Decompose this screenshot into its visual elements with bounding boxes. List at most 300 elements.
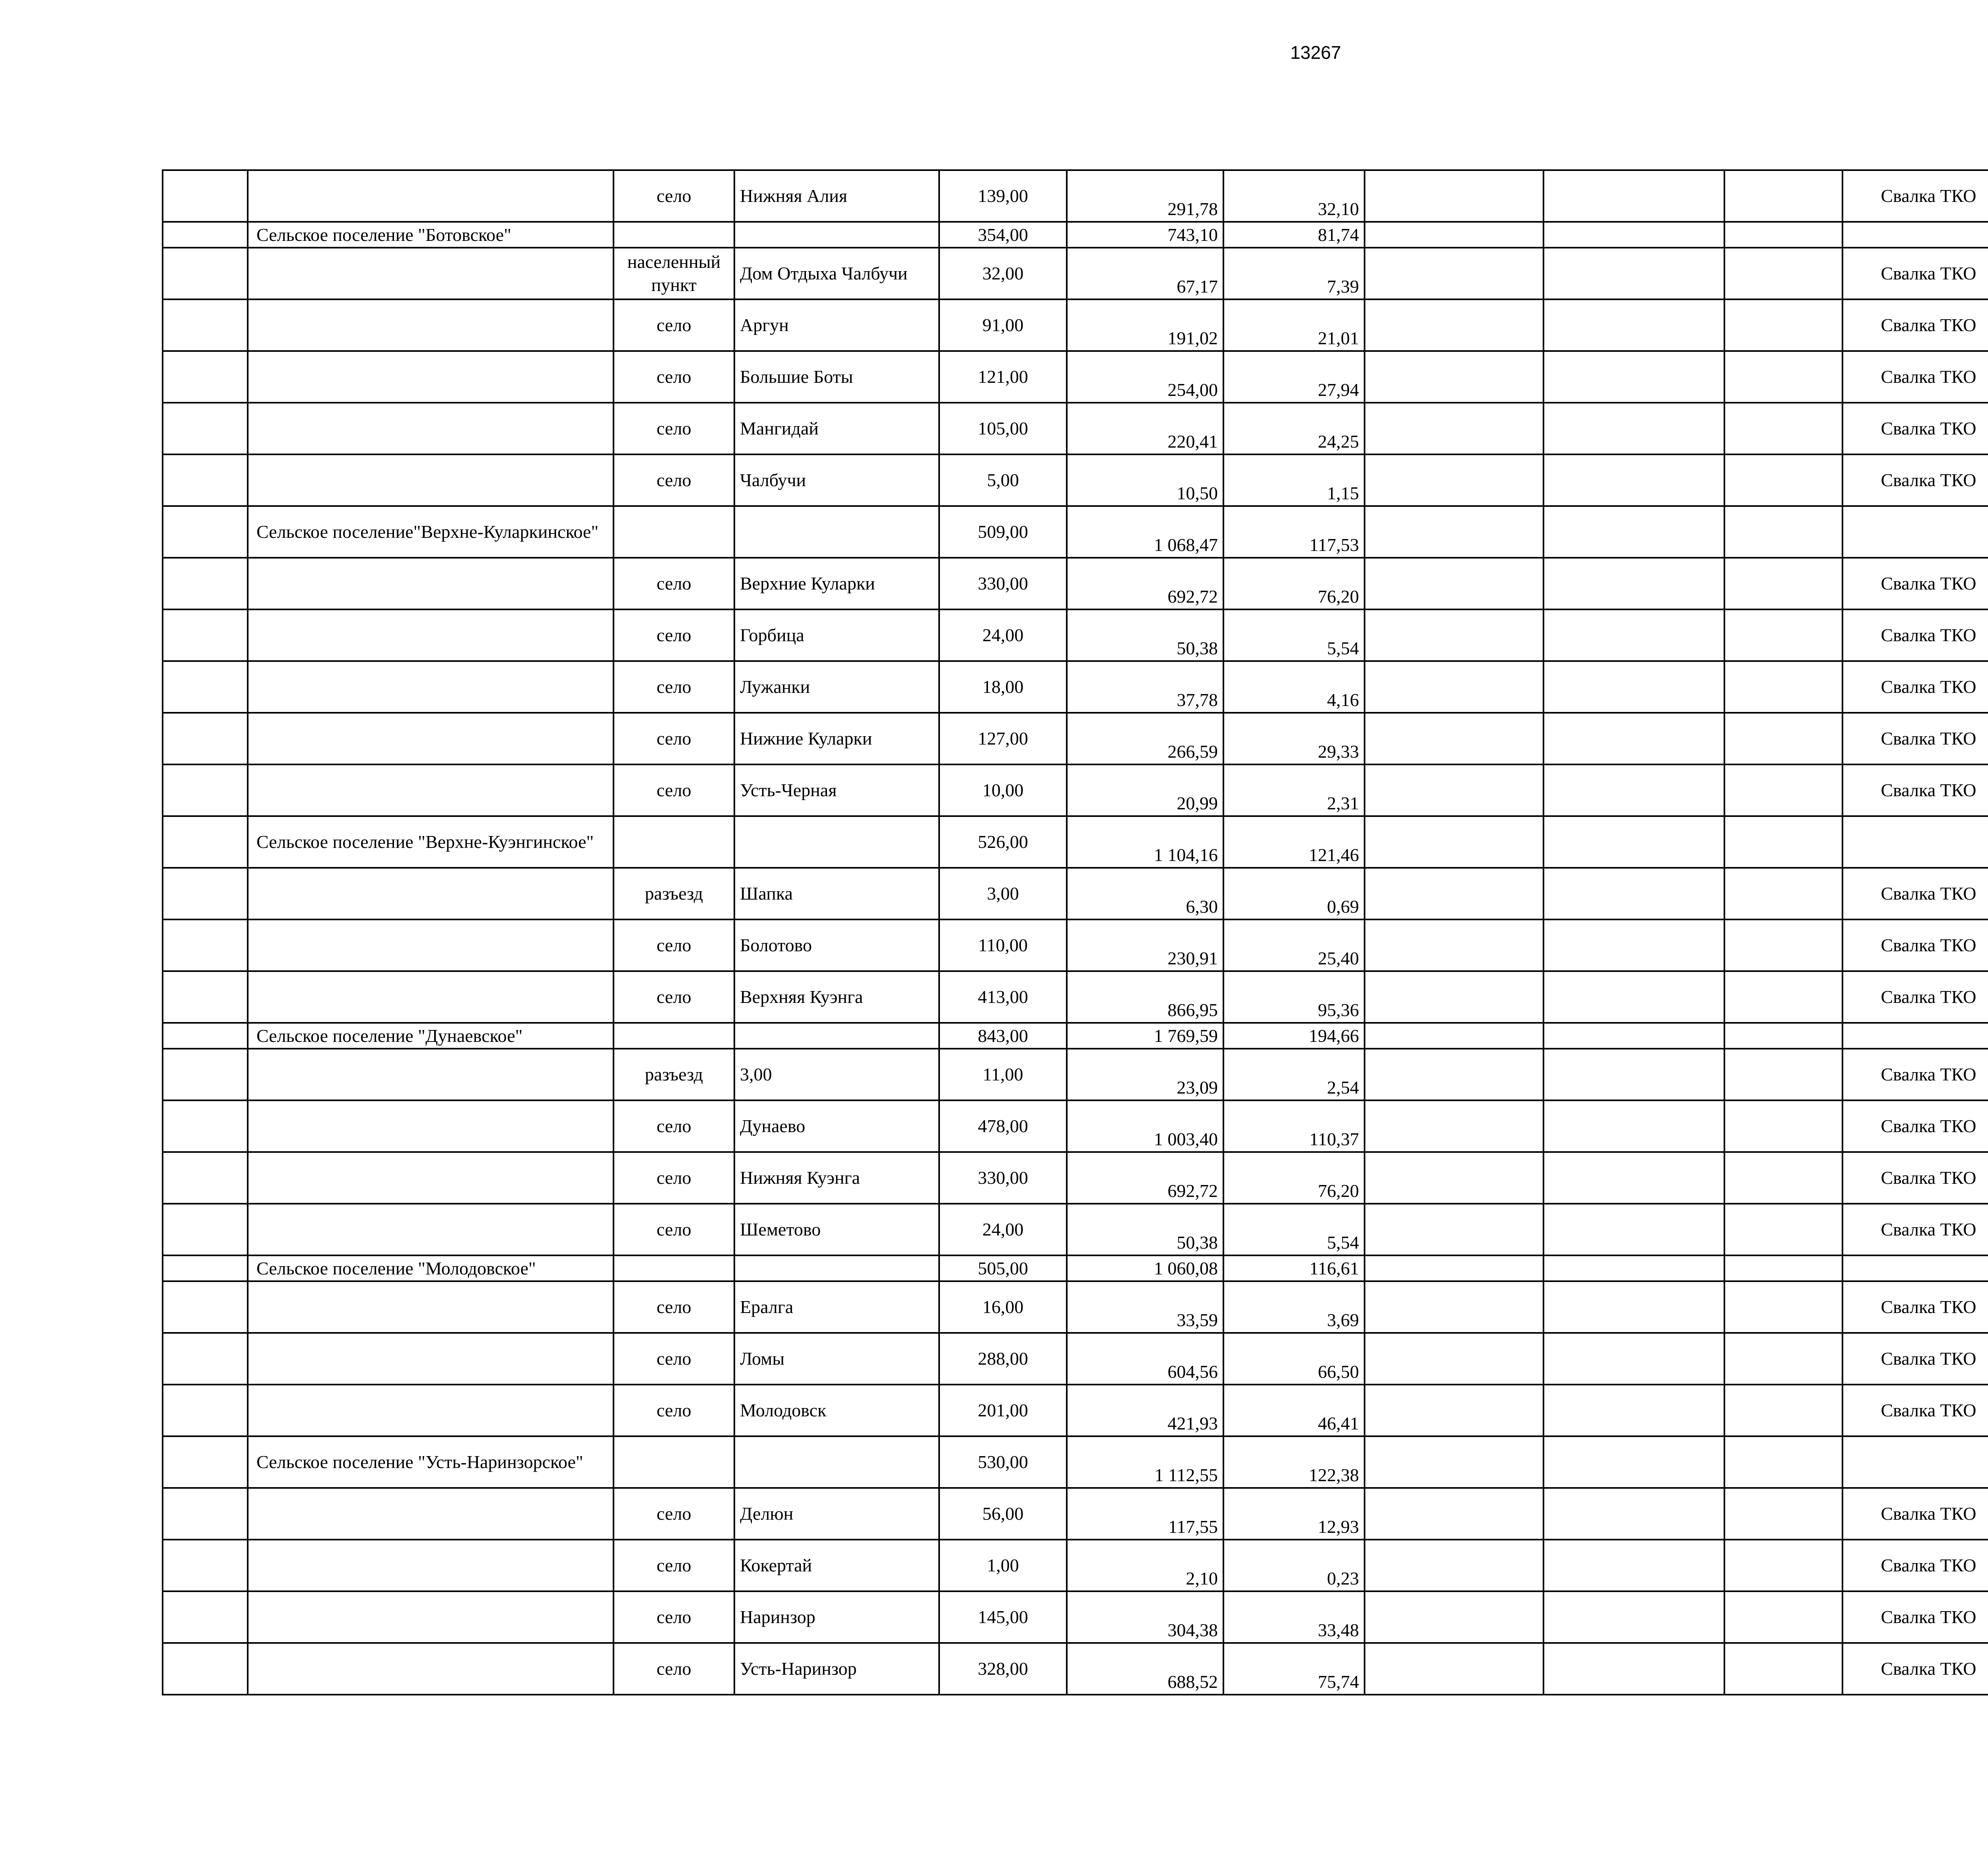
settlement-row: [163, 222, 1988, 248]
locality-name-cell: Шапка: [734, 868, 939, 919]
waste-volume-cell: 2,31: [1223, 764, 1365, 816]
settlement-name-cell: [248, 713, 613, 764]
row-number-cell: [163, 764, 248, 816]
empty-cell: [1543, 170, 1724, 222]
locality-type-cell: село: [613, 299, 734, 351]
waste-site-cell: [1842, 222, 1988, 248]
population-cell: 24,00: [939, 609, 1067, 661]
empty-cell: [1543, 558, 1724, 609]
settlement-row: [163, 1255, 1988, 1281]
waste-volume-cell: 25,40: [1223, 919, 1365, 971]
locality-type-cell: село: [613, 609, 734, 661]
type-cell: [613, 506, 734, 558]
population-cell: 121,00: [939, 351, 1067, 403]
empty-cell: [1543, 1255, 1724, 1281]
locality-name-cell: Чалбучи: [734, 454, 939, 506]
row-number-cell: [163, 609, 248, 661]
locality-type-cell: село: [613, 971, 734, 1023]
empty-cell: [1724, 1204, 1842, 1255]
settlement-name-cell: [248, 351, 613, 403]
waste-site-cell: Свалка ТКО: [1842, 1385, 1988, 1436]
settlement-name-cell: [248, 764, 613, 816]
table-row: [163, 764, 1988, 816]
empty-cell: [1724, 971, 1842, 1023]
empty-cell: [1365, 1049, 1543, 1100]
locality-type-cell: село: [613, 764, 734, 816]
waste-volume-cell: 21,01: [1223, 299, 1365, 351]
empty-cell: [1724, 609, 1842, 661]
waste-site-cell: Свалка ТКО: [1842, 1333, 1988, 1385]
waste-mass-cell: 220,41: [1067, 403, 1223, 454]
empty-cell: [1543, 816, 1724, 868]
empty-cell: [1365, 1488, 1543, 1540]
population-cell: 10,00: [939, 764, 1067, 816]
locality-type-cell: село: [613, 661, 734, 713]
row-number-cell: [163, 1488, 248, 1540]
waste-volume-cell: 29,33: [1223, 713, 1365, 764]
locality-name-cell: Нижние Куларки: [734, 713, 939, 764]
empty-cell: [1365, 1436, 1543, 1488]
population-cell: 56,00: [939, 1488, 1067, 1540]
empty-cell: [1365, 1255, 1543, 1281]
table-row: [163, 868, 1988, 919]
empty-cell: [1543, 1281, 1724, 1333]
empty-cell: [1724, 558, 1842, 609]
waste-mass-cell: 291,78: [1067, 170, 1223, 222]
settlement-name-cell: [248, 661, 613, 713]
waste-mass-cell: 23,09: [1067, 1049, 1223, 1100]
waste-site-cell: Свалка ТКО: [1842, 1591, 1988, 1643]
settlement-name-cell: Сельское поселение "Усть-Наринзорское": [248, 1436, 613, 1488]
waste-mass-cell: 866,95: [1067, 971, 1223, 1023]
waste-volume-cell: 0,23: [1223, 1540, 1365, 1591]
empty-cell: [1365, 1023, 1543, 1049]
empty-cell: [1724, 351, 1842, 403]
row-number-cell: [163, 558, 248, 609]
empty-cell: [1724, 1591, 1842, 1643]
table-row: [163, 299, 1988, 351]
empty-cell: [1365, 1204, 1543, 1255]
waste-mass-cell: 10,50: [1067, 454, 1223, 506]
type-cell: [613, 1255, 734, 1281]
population-cell: 3,00: [939, 868, 1067, 919]
waste-volume-cell: 5,54: [1223, 1204, 1365, 1255]
waste-mass-cell: 1 060,08: [1067, 1255, 1223, 1281]
empty-cell: [1724, 454, 1842, 506]
table-row: [163, 661, 1988, 713]
waste-mass-cell: 692,72: [1067, 1152, 1223, 1204]
settlement-name-cell: [248, 609, 613, 661]
locality-name-cell: Верхняя Куэнга: [734, 971, 939, 1023]
settlement-name-cell: [248, 1540, 613, 1591]
waste-site-cell: Свалка ТКО: [1842, 248, 1988, 299]
table-row: [163, 558, 1988, 609]
empty-cell: [1543, 403, 1724, 454]
waste-mass-cell: 1 104,16: [1067, 816, 1223, 868]
empty-cell: [1365, 919, 1543, 971]
waste-volume-cell: 1,15: [1223, 454, 1365, 506]
empty-cell: [1724, 868, 1842, 919]
population-cell: 505,00: [939, 1255, 1067, 1281]
row-number-cell: [163, 1255, 248, 1281]
row-number-cell: [163, 816, 248, 868]
empty-cell: [1724, 299, 1842, 351]
waste-volume-cell: 75,74: [1223, 1643, 1365, 1695]
table-row: [163, 1385, 1988, 1436]
waste-mass-cell: 50,38: [1067, 1204, 1223, 1255]
waste-site-cell: Свалка ТКО: [1842, 1540, 1988, 1591]
locality-name-cell: Мангидай: [734, 403, 939, 454]
empty-cell: [1724, 506, 1842, 558]
locality-name-cell: Аргун: [734, 299, 939, 351]
settlement-name-cell: [248, 170, 613, 222]
empty-cell: [1543, 506, 1724, 558]
empty-cell: [1543, 1100, 1724, 1152]
empty-cell: [1543, 1488, 1724, 1540]
waste-volume-cell: 117,53: [1223, 506, 1365, 558]
waste-volume-cell: 0,69: [1223, 868, 1365, 919]
empty-cell: [1543, 248, 1724, 299]
population-cell: 32,00: [939, 248, 1067, 299]
settlement-name-cell: [248, 868, 613, 919]
settlement-name-cell: [248, 403, 613, 454]
empty-cell: [1543, 1333, 1724, 1385]
locality-type-cell: село: [613, 1281, 734, 1333]
empty-cell: [1365, 1281, 1543, 1333]
empty-cell: [1724, 1255, 1842, 1281]
locality-name-cell: Шеметово: [734, 1204, 939, 1255]
waste-volume-cell: 95,36: [1223, 971, 1365, 1023]
empty-cell: [1543, 1385, 1724, 1436]
locality-name-cell: Ералга: [734, 1281, 939, 1333]
waste-mass-cell: 1 769,59: [1067, 1023, 1223, 1049]
waste-mass-cell: 50,38: [1067, 609, 1223, 661]
row-number-cell: [163, 1591, 248, 1643]
empty-cell: [1543, 971, 1724, 1023]
row-number-cell: [163, 1023, 248, 1049]
settlements-table: [162, 169, 1988, 1695]
locality-type-cell: село: [613, 1333, 734, 1385]
locality-name-cell: Наринзор: [734, 1591, 939, 1643]
waste-mass-cell: 191,02: [1067, 299, 1223, 351]
empty-cell: [1724, 170, 1842, 222]
empty-cell: [1543, 1204, 1724, 1255]
waste-volume-cell: 116,61: [1223, 1255, 1365, 1281]
waste-site-cell: Свалка ТКО: [1842, 1100, 1988, 1152]
waste-site-cell: Свалка ТКО: [1842, 403, 1988, 454]
empty-cell: [1365, 609, 1543, 661]
waste-mass-cell: 37,78: [1067, 661, 1223, 713]
waste-site-cell: Свалка ТКО: [1842, 1643, 1988, 1695]
page-number: 13267: [1290, 42, 1341, 63]
locality-type-cell: село: [613, 1204, 734, 1255]
empty-cell: [1543, 222, 1724, 248]
population-cell: 330,00: [939, 558, 1067, 609]
population-cell: 413,00: [939, 971, 1067, 1023]
waste-volume-cell: 66,50: [1223, 1333, 1365, 1385]
settlement-name-cell: [248, 248, 613, 299]
locality-type-cell: разъезд: [613, 1049, 734, 1100]
empty-cell: [1365, 1385, 1543, 1436]
waste-mass-cell: 604,56: [1067, 1333, 1223, 1385]
locality-name-cell: Делюн: [734, 1488, 939, 1540]
settlement-row: [163, 506, 1988, 558]
population-cell: 145,00: [939, 1591, 1067, 1643]
waste-volume-cell: 32,10: [1223, 170, 1365, 222]
table-body: [163, 170, 1988, 1695]
locality-type-cell: село: [613, 1643, 734, 1695]
waste-volume-cell: 3,69: [1223, 1281, 1365, 1333]
waste-mass-cell: 1 068,47: [1067, 506, 1223, 558]
empty-cell: [1543, 868, 1724, 919]
waste-site-cell: Свалка ТКО: [1842, 661, 1988, 713]
empty-cell: [1724, 1049, 1842, 1100]
empty-cell: [1365, 170, 1543, 222]
table-row: [163, 403, 1988, 454]
locality-name-cell: Нижняя Куэнга: [734, 1152, 939, 1204]
locality-type-cell: село: [613, 1540, 734, 1591]
table-row: [163, 609, 1988, 661]
locality-type-cell: населенный пункт: [613, 248, 734, 299]
empty-cell: [1724, 1023, 1842, 1049]
waste-volume-cell: 76,20: [1223, 558, 1365, 609]
waste-volume-cell: 110,37: [1223, 1100, 1365, 1152]
population-cell: 1,00: [939, 1540, 1067, 1591]
empty-cell: [1543, 1436, 1724, 1488]
population-cell: 110,00: [939, 919, 1067, 971]
waste-mass-cell: 692,72: [1067, 558, 1223, 609]
locality-name-cell: Ломы: [734, 1333, 939, 1385]
population-cell: 328,00: [939, 1643, 1067, 1695]
settlement-row: [163, 1436, 1988, 1488]
waste-site-cell: Свалка ТКО: [1842, 764, 1988, 816]
empty-cell: [1365, 222, 1543, 248]
locality-type-cell: село: [613, 1488, 734, 1540]
population-cell: 127,00: [939, 713, 1067, 764]
waste-site-cell: [1842, 1255, 1988, 1281]
table-row: [163, 1333, 1988, 1385]
empty-cell: [1365, 299, 1543, 351]
table-row: [163, 454, 1988, 506]
row-number-cell: [163, 170, 248, 222]
waste-site-cell: Свалка ТКО: [1842, 299, 1988, 351]
table-row: [163, 1049, 1988, 1100]
empty-cell: [1724, 764, 1842, 816]
empty-cell: [1724, 403, 1842, 454]
locality-name-cell: 3,00: [734, 1049, 939, 1100]
empty-cell: [1365, 764, 1543, 816]
empty-cell: [1365, 558, 1543, 609]
waste-volume-cell: 27,94: [1223, 351, 1365, 403]
waste-site-cell: Свалка ТКО: [1842, 919, 1988, 971]
row-number-cell: [163, 1049, 248, 1100]
locality-name-cell: Нижняя Алия: [734, 170, 939, 222]
settlement-name-cell: [248, 299, 613, 351]
row-number-cell: [163, 299, 248, 351]
locality-type-cell: село: [613, 919, 734, 971]
waste-site-cell: Свалка ТКО: [1842, 1204, 1988, 1255]
population-cell: 24,00: [939, 1204, 1067, 1255]
locality-name-cell: Лужанки: [734, 661, 939, 713]
table-row: [163, 1281, 1988, 1333]
locality-name-cell: [734, 506, 939, 558]
locality-type-cell: село: [613, 351, 734, 403]
empty-cell: [1365, 661, 1543, 713]
settlement-name-cell: [248, 1643, 613, 1695]
locality-name-cell: [734, 816, 939, 868]
empty-cell: [1365, 1100, 1543, 1152]
waste-volume-cell: 194,66: [1223, 1023, 1365, 1049]
locality-name-cell: [734, 1023, 939, 1049]
waste-volume-cell: 4,16: [1223, 661, 1365, 713]
waste-mass-cell: 117,55: [1067, 1488, 1223, 1540]
locality-name-cell: [734, 1255, 939, 1281]
settlement-row: [163, 816, 1988, 868]
population-cell: 509,00: [939, 506, 1067, 558]
row-number-cell: [163, 971, 248, 1023]
settlement-name-cell: [248, 971, 613, 1023]
table-row: [163, 1591, 1988, 1643]
locality-name-cell: Большие Боты: [734, 351, 939, 403]
locality-name-cell: Усть-Наринзор: [734, 1643, 939, 1695]
locality-type-cell: село: [613, 1385, 734, 1436]
locality-name-cell: Кокертай: [734, 1540, 939, 1591]
waste-site-cell: Свалка ТКО: [1842, 454, 1988, 506]
waste-mass-cell: 254,00: [1067, 351, 1223, 403]
waste-site-cell: Свалка ТКО: [1842, 558, 1988, 609]
population-cell: 16,00: [939, 1281, 1067, 1333]
waste-volume-cell: 46,41: [1223, 1385, 1365, 1436]
empty-cell: [1365, 454, 1543, 506]
table-row: [163, 1488, 1988, 1540]
population-cell: 526,00: [939, 816, 1067, 868]
waste-mass-cell: 266,59: [1067, 713, 1223, 764]
empty-cell: [1543, 1591, 1724, 1643]
population-cell: 530,00: [939, 1436, 1067, 1488]
waste-mass-cell: 20,99: [1067, 764, 1223, 816]
locality-name-cell: Болотово: [734, 919, 939, 971]
population-cell: 91,00: [939, 299, 1067, 351]
empty-cell: [1365, 971, 1543, 1023]
locality-name-cell: [734, 1436, 939, 1488]
settlement-name-cell: Сельское поселение "Дунаевское": [248, 1023, 613, 1049]
empty-cell: [1543, 1540, 1724, 1591]
locality-type-cell: село: [613, 1152, 734, 1204]
waste-site-cell: [1842, 1023, 1988, 1049]
settlement-name-cell: [248, 1204, 613, 1255]
table-row: [163, 971, 1988, 1023]
waste-site-cell: Свалка ТКО: [1842, 1152, 1988, 1204]
waste-site-cell: Свалка ТКО: [1842, 170, 1988, 222]
waste-site-cell: [1842, 1436, 1988, 1488]
empty-cell: [1365, 248, 1543, 299]
empty-cell: [1365, 506, 1543, 558]
table-row: [163, 1540, 1988, 1591]
empty-cell: [1724, 661, 1842, 713]
empty-cell: [1543, 454, 1724, 506]
row-number-cell: [163, 1281, 248, 1333]
population-cell: 354,00: [939, 222, 1067, 248]
empty-cell: [1724, 1540, 1842, 1591]
population-cell: 105,00: [939, 403, 1067, 454]
waste-site-cell: Свалка ТКО: [1842, 713, 1988, 764]
waste-volume-cell: 81,74: [1223, 222, 1365, 248]
row-number-cell: [163, 454, 248, 506]
empty-cell: [1724, 248, 1842, 299]
waste-site-cell: Свалка ТКО: [1842, 1281, 1988, 1333]
waste-volume-cell: 33,48: [1223, 1591, 1365, 1643]
empty-cell: [1724, 1436, 1842, 1488]
waste-mass-cell: 688,52: [1067, 1643, 1223, 1695]
locality-name-cell: Дом Отдыха Чалбучи: [734, 248, 939, 299]
empty-cell: [1365, 1152, 1543, 1204]
waste-mass-cell: 6,30: [1067, 868, 1223, 919]
settlement-name-cell: Сельское поселение "Ботовское": [248, 222, 613, 248]
population-cell: 288,00: [939, 1333, 1067, 1385]
row-number-cell: [163, 351, 248, 403]
population-cell: 478,00: [939, 1100, 1067, 1152]
empty-cell: [1543, 764, 1724, 816]
row-number-cell: [163, 713, 248, 764]
waste-volume-cell: 24,25: [1223, 403, 1365, 454]
population-cell: 11,00: [939, 1049, 1067, 1100]
empty-cell: [1724, 1643, 1842, 1695]
waste-mass-cell: 230,91: [1067, 919, 1223, 971]
settlement-name-cell: Сельское поселение "Молодовское": [248, 1255, 613, 1281]
settlement-name-cell: Сельское поселение"Верхне-Куларкинское": [248, 506, 613, 558]
empty-cell: [1543, 1049, 1724, 1100]
row-number-cell: [163, 1333, 248, 1385]
waste-volume-cell: 121,46: [1223, 816, 1365, 868]
row-number-cell: [163, 919, 248, 971]
settlement-name-cell: Сельское поселение "Верхне-Куэнгинское": [248, 816, 613, 868]
table-row: [163, 1152, 1988, 1204]
row-number-cell: [163, 1100, 248, 1152]
population-cell: 201,00: [939, 1385, 1067, 1436]
empty-cell: [1365, 1591, 1543, 1643]
empty-cell: [1724, 1385, 1842, 1436]
waste-site-cell: Свалка ТКО: [1842, 1488, 1988, 1540]
row-number-cell: [163, 222, 248, 248]
locality-name-cell: Верхние Куларки: [734, 558, 939, 609]
settlement-name-cell: [248, 1488, 613, 1540]
waste-mass-cell: 1 003,40: [1067, 1100, 1223, 1152]
locality-name-cell: Усть-Черная: [734, 764, 939, 816]
empty-cell: [1543, 1152, 1724, 1204]
locality-type-cell: село: [613, 170, 734, 222]
type-cell: [613, 1436, 734, 1488]
table-row: [163, 1204, 1988, 1255]
empty-cell: [1365, 1540, 1543, 1591]
waste-mass-cell: 1 112,55: [1067, 1436, 1223, 1488]
empty-cell: [1365, 403, 1543, 454]
waste-volume-cell: 5,54: [1223, 609, 1365, 661]
empty-cell: [1543, 609, 1724, 661]
waste-volume-cell: 122,38: [1223, 1436, 1365, 1488]
waste-mass-cell: 304,38: [1067, 1591, 1223, 1643]
empty-cell: [1365, 351, 1543, 403]
table-row: [163, 919, 1988, 971]
waste-volume-cell: 76,20: [1223, 1152, 1365, 1204]
locality-type-cell: село: [613, 1591, 734, 1643]
settlement-row: [163, 1023, 1988, 1049]
locality-type-cell: разъезд: [613, 868, 734, 919]
locality-type-cell: село: [613, 403, 734, 454]
empty-cell: [1543, 1643, 1724, 1695]
empty-cell: [1543, 1023, 1724, 1049]
row-number-cell: [163, 1540, 248, 1591]
table-row: [163, 248, 1988, 299]
